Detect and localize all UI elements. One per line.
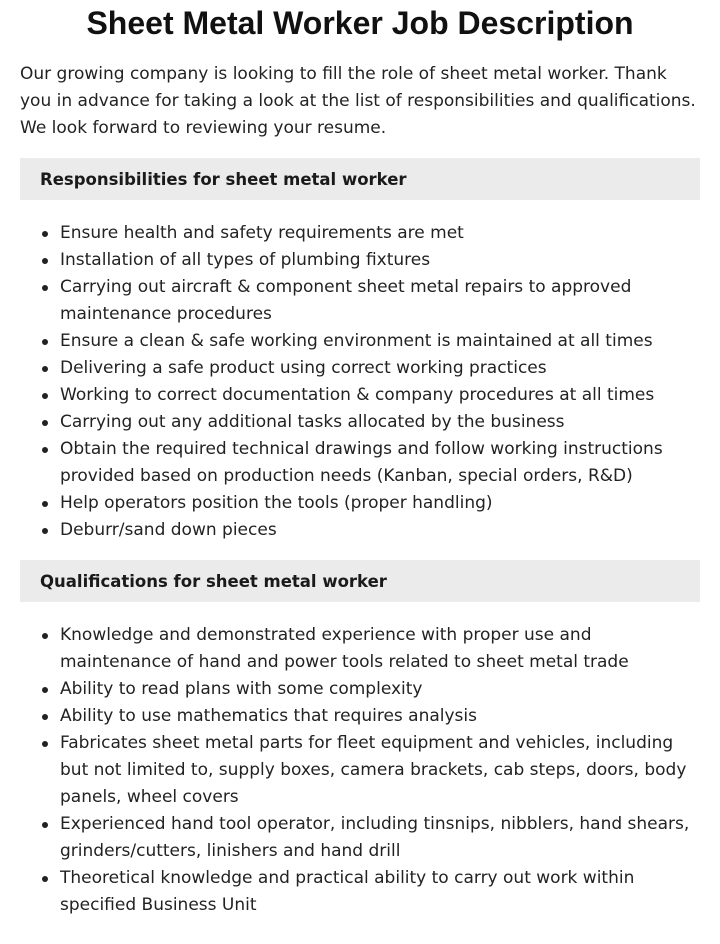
list-item: Fabricates sheet metal parts for fleet equipment and vehicles, including but not limited to, supply boxes, camera brackets, cab steps, doors, body panels, wheel covers — [60, 730, 700, 811]
list-item: Carrying out any additional tasks allocated by the business — [60, 409, 700, 436]
list-item: Deburr/sand down pieces — [60, 517, 700, 544]
responsibilities-heading: Responsibilities for sheet metal worker — [20, 158, 700, 200]
list-item: Experienced hand tool operator, including tinsnips, nibblers, hand shears, grinders/cutters, linishers and hand drill — [60, 811, 700, 865]
list-item: Ensure a clean & safe working environment is maintained at all times — [60, 328, 700, 355]
list-item: Carrying out aircraft & component sheet metal repairs to approved maintenance procedures — [60, 274, 700, 328]
list-item: Working to correct documentation & company procedures at all times — [60, 382, 700, 409]
responsibilities-list — [20, 220, 700, 544]
list-item: Theoretical knowledge and practical ability to carry out work within specified Business Unit — [60, 865, 700, 919]
qualifications-list — [20, 622, 700, 919]
page-title: Sheet Metal Worker Job Description — [86, 5, 634, 41]
list-item: Obtain the required technical drawings and follow working instructions provided based on production needs (Kanban, special orders, R&D) — [60, 436, 700, 490]
list-item: Installation of all types of plumbing fixtures — [60, 247, 700, 274]
list-item: Ability to use mathematics that requires analysis — [60, 703, 700, 730]
list-item: Knowledge and demonstrated experience with proper use and maintenance of hand and power tools related to sheet metal trade — [60, 622, 700, 676]
intro-paragraph: Our growing company is looking to fill the role of sheet metal worker. Thank you in advance for taking a look at the list of responsibilities and qualifications. We look forward to reviewing your resume. — [20, 64, 696, 138]
list-item: Help operators position the tools (proper handling) — [60, 490, 700, 517]
list-item: Ensure health and safety requirements are met — [60, 220, 700, 247]
list-item: Ability to read plans with some complexity — [60, 676, 700, 703]
list-item: Delivering a safe product using correct working practices — [60, 355, 700, 382]
qualifications-heading: Qualifications for sheet metal worker — [20, 560, 700, 602]
